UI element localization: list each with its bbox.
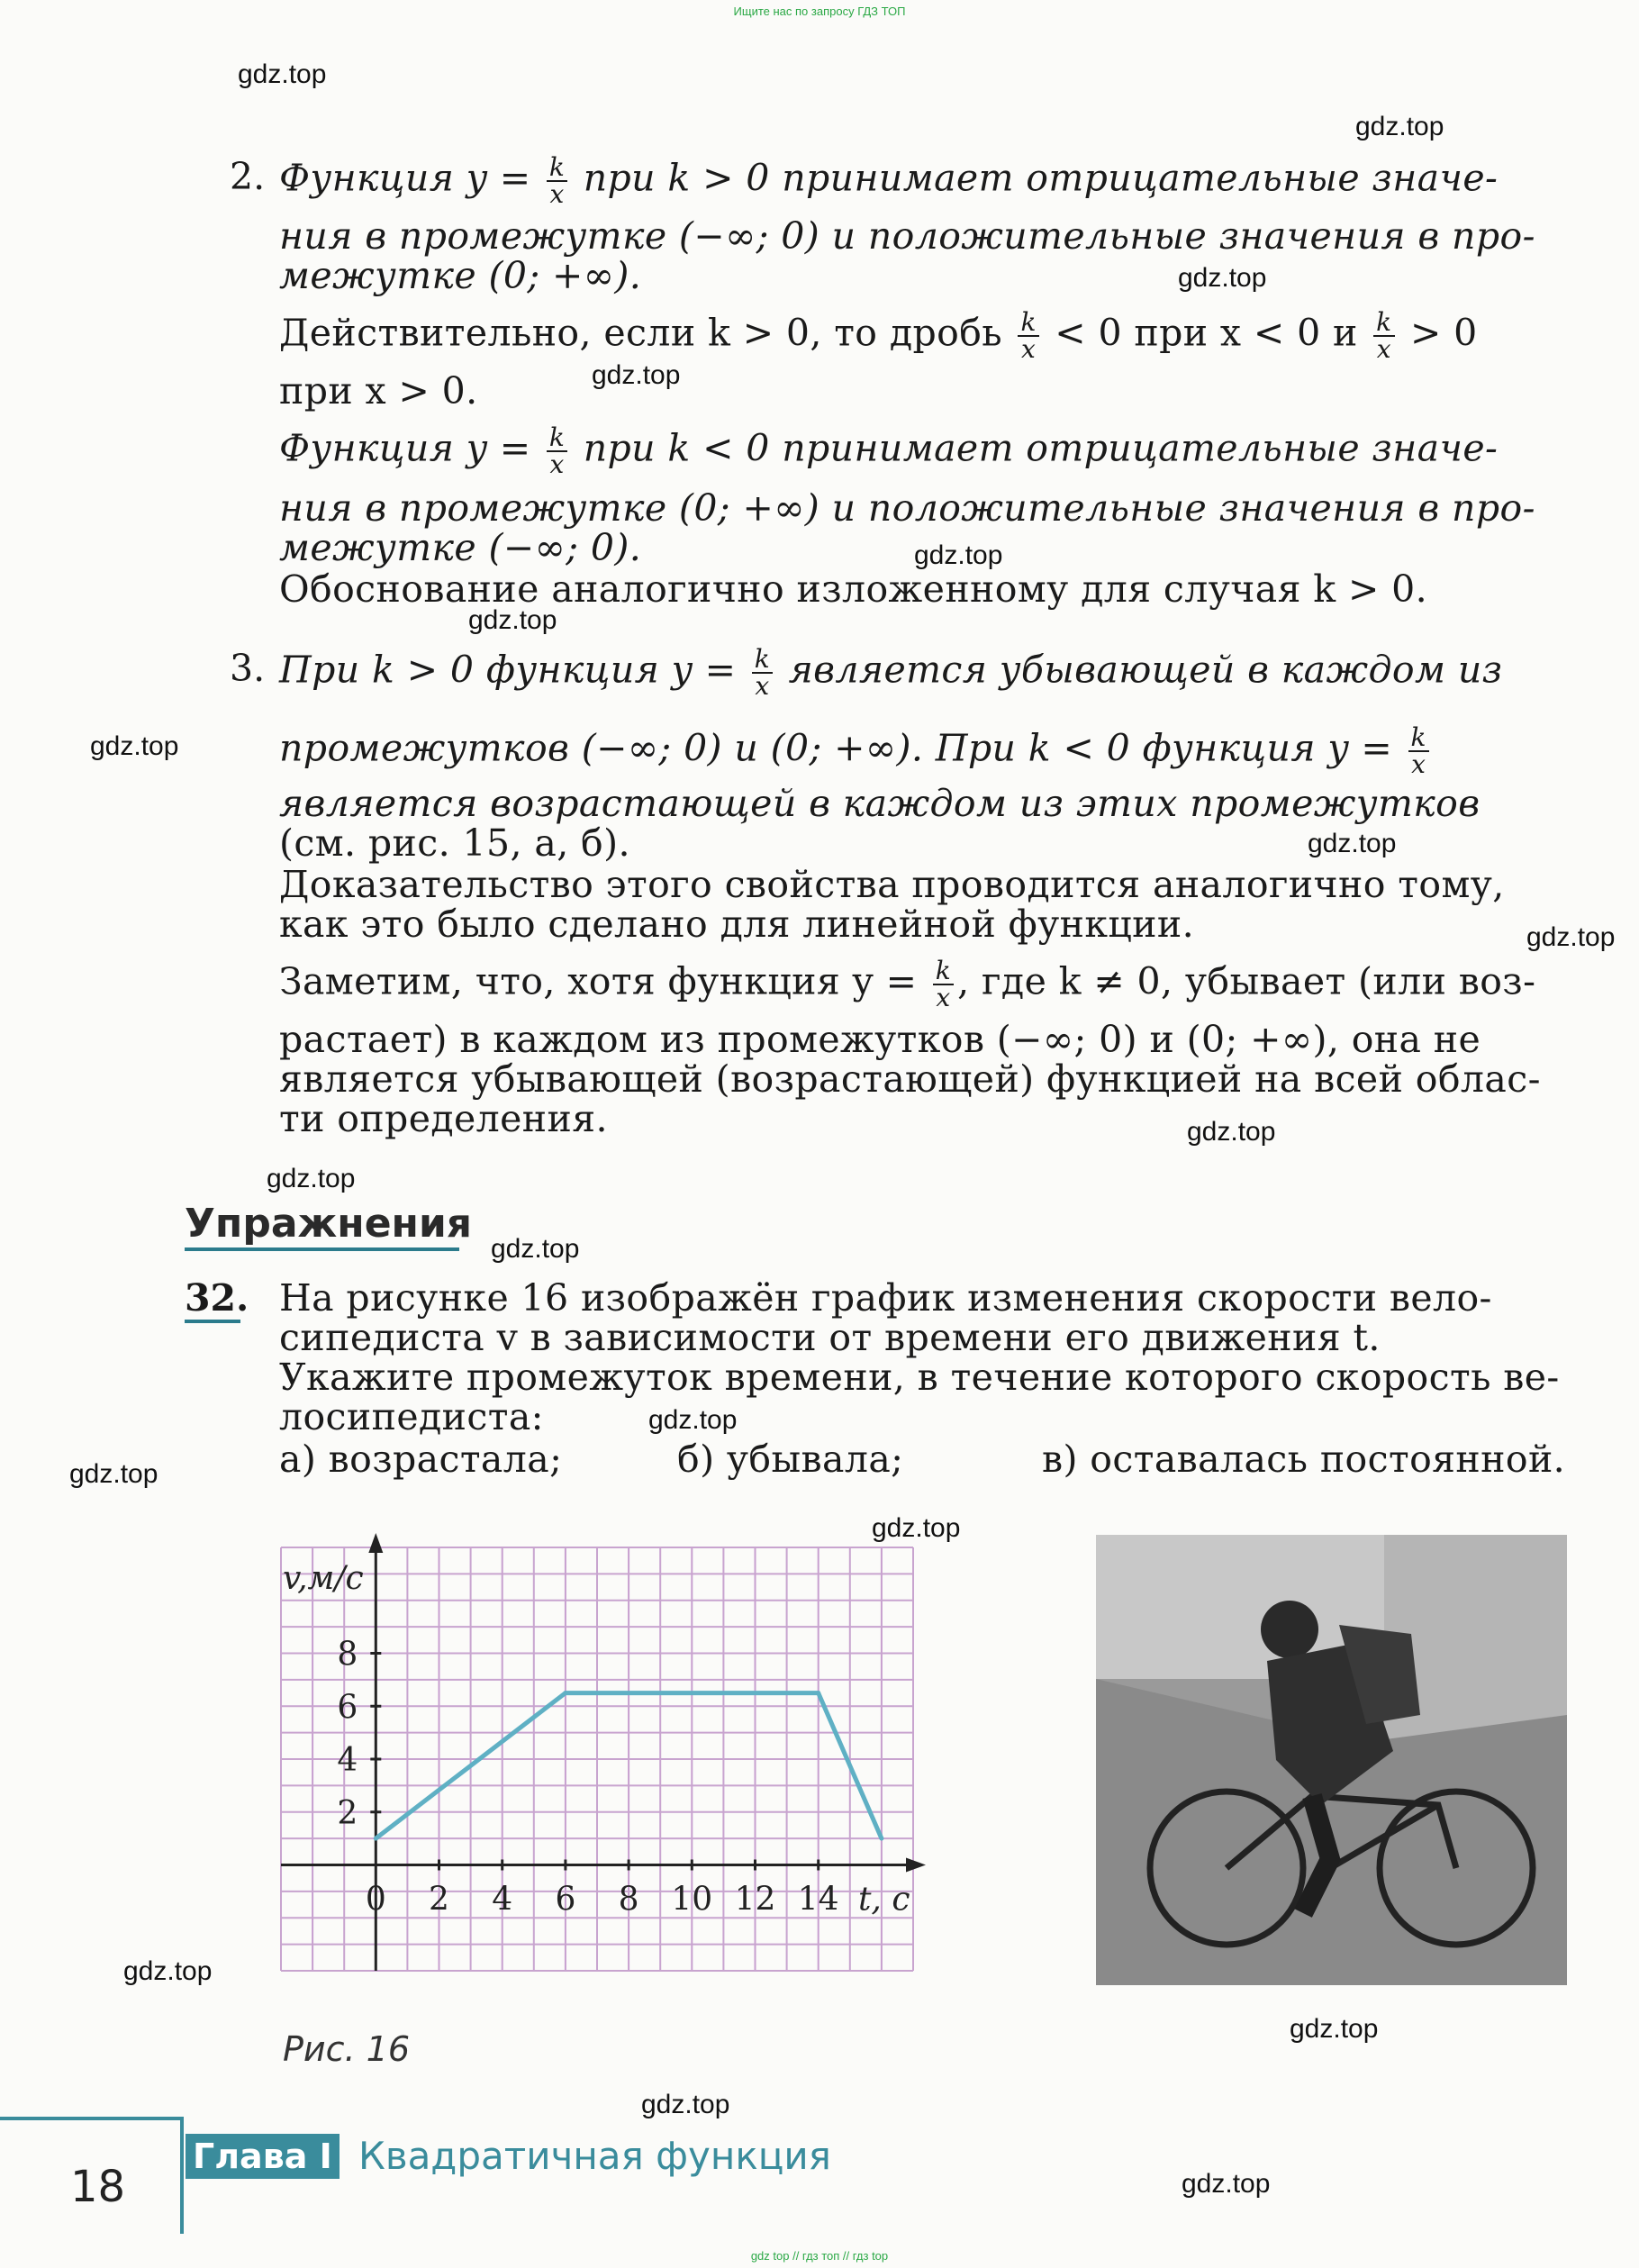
text: Функция <box>279 156 455 200</box>
text: является убывающей в каждом из <box>788 648 1503 692</box>
denominator: x <box>755 671 770 701</box>
numerator: k <box>1408 725 1429 752</box>
denominator: x <box>936 983 951 1012</box>
footer-rule <box>0 2117 184 2120</box>
denominator: x <box>1021 334 1037 364</box>
text: , где k ≠ 0, убывает (или воз- <box>957 959 1536 1003</box>
text: принимает отрицательные значе- <box>782 156 1499 200</box>
watermark: gdz.top <box>267 1164 356 1193</box>
denominator: x <box>549 179 565 209</box>
text-line: межутке (0; +∞). <box>279 254 642 297</box>
exercises-heading: Упражнения <box>185 1201 473 1247</box>
watermark: gdz.top <box>1178 263 1267 293</box>
numerator: k <box>752 647 773 674</box>
watermark: gdz.top <box>69 1459 158 1489</box>
text: < 0 при <box>1055 311 1209 355</box>
text-line: Обоснование аналогично изложенному для случая k > 0. <box>279 567 1428 611</box>
text-line: является возрастающей в каждом из этих промежутков <box>279 782 1481 825</box>
figure-caption: Рис. 16 <box>283 2029 411 2069</box>
watermark: gdz.top <box>914 540 1003 570</box>
x-tick-label: 8 <box>618 1881 639 1919</box>
text-line <box>279 644 1503 701</box>
text: Функция <box>279 426 455 470</box>
exercise-number: 32. <box>185 1276 249 1320</box>
watermark: gdz.top <box>238 59 327 89</box>
item-number: 3. <box>230 647 266 690</box>
x-tick-label: 0 <box>365 1881 386 1919</box>
text-line: сипедиста v в зависимости от времени его движения t. <box>279 1316 1381 1359</box>
fraction <box>547 152 567 209</box>
watermark: gdz.top <box>1526 922 1616 952</box>
x-tick-label: 2 <box>429 1881 449 1919</box>
text-line: ния в промежутке (−∞; 0) и положительные значения в про- <box>279 214 1535 258</box>
watermark: gdz.top <box>1290 2014 1379 2044</box>
x-tick-label: 10 <box>671 1881 713 1919</box>
y-axis-label: v,м/с <box>283 1560 364 1597</box>
numerator: k <box>547 155 567 182</box>
numerator: k <box>547 425 567 452</box>
y-axis-arrow <box>368 1533 383 1553</box>
watermark: gdz.top <box>1187 1117 1276 1147</box>
formula: k < 0 <box>667 426 770 470</box>
x-axis-label: t, с <box>857 1881 910 1919</box>
text-line: межутке (−∞; 0). <box>279 526 642 569</box>
fraction <box>547 422 567 479</box>
text-line <box>279 422 1499 479</box>
numerator: k <box>1018 310 1038 337</box>
text-line <box>279 958 1535 1011</box>
bottom-banner: gdz top // гдз топ // гдз top <box>750 2249 889 2263</box>
footer-divider <box>180 2117 184 2234</box>
exercise-number-underline <box>185 1320 240 1323</box>
denominator: x <box>1376 334 1391 364</box>
y-tick-label: 4 <box>337 1742 358 1779</box>
text-line <box>279 152 1499 209</box>
y-tick-label: 2 <box>337 1794 358 1832</box>
denominator: x <box>549 449 565 479</box>
text-line <box>279 307 1478 364</box>
formula: k > 0 <box>372 648 475 692</box>
text: Заметим, что, хотя функция <box>279 959 841 1003</box>
item-number: 2. <box>230 155 266 198</box>
data-point <box>816 1691 820 1695</box>
y-tick-label: 6 <box>337 1689 358 1727</box>
formula: y = <box>852 959 918 1003</box>
text-line <box>279 722 1433 779</box>
answer-option-c: в) оставалась постоянной. <box>1042 1438 1566 1481</box>
watermark: gdz.top <box>641 2090 730 2119</box>
formula: y = <box>1327 726 1393 770</box>
text-line: является убывающей (возрастающей) функцией на всей облас- <box>279 1057 1541 1101</box>
fraction <box>1373 307 1394 364</box>
text: принимает отрицательные значе- <box>782 426 1499 470</box>
numerator: k <box>933 958 954 985</box>
text-line: На рисунке 16 изображён график изменения скорости вело- <box>279 1276 1492 1320</box>
denominator: x <box>1411 749 1426 779</box>
text-line: Укажите промежуток времени, в течение которого скорость ве- <box>279 1356 1560 1399</box>
formula: y = <box>466 156 531 200</box>
answer-option-a: а) возрастала; <box>279 1438 563 1481</box>
text-line: ния в промежутке (0; +∞) и положительные значения в про- <box>279 486 1535 530</box>
formula: k < 0 <box>1028 726 1131 770</box>
text: функция <box>1142 726 1316 770</box>
fraction <box>752 644 773 701</box>
x-tick-label: 6 <box>555 1881 576 1919</box>
text: k > 0, то дробь <box>708 311 1003 355</box>
text: > 0 <box>1409 311 1478 355</box>
data-point <box>374 1837 378 1841</box>
data-point <box>563 1691 567 1695</box>
text-line: как это было сделано для линейной функции. <box>279 903 1195 946</box>
text-line: ти определения. <box>279 1097 608 1140</box>
fraction <box>1408 722 1429 779</box>
heading-underline <box>185 1247 459 1251</box>
x-axis-arrow <box>906 1858 926 1873</box>
watermark: gdz.top <box>592 360 681 390</box>
fraction <box>933 958 954 1011</box>
watermark: gdz.top <box>491 1234 580 1264</box>
x-tick-label: 14 <box>797 1881 839 1919</box>
cyclist-photo <box>1096 1535 1567 1985</box>
text-line: (см. рис. 15, а, б). <box>279 821 630 865</box>
watermark: gdz.top <box>1355 112 1444 141</box>
watermark: gdz.top <box>1308 829 1397 858</box>
text-line: при x > 0. <box>279 369 478 413</box>
y-tick-label: 8 <box>337 1636 358 1674</box>
answer-option-b: б) убывала; <box>677 1438 904 1481</box>
numerator: k <box>1373 310 1394 337</box>
formula: y = <box>671 648 737 692</box>
chapter-tag: Глава I <box>186 2134 340 2179</box>
text: промежутков (−∞; 0) и (0; +∞). При <box>279 726 1017 770</box>
text: Действительно, если <box>279 311 696 355</box>
velocity-chart <box>270 1531 937 2000</box>
x-tick-label: 12 <box>734 1881 776 1919</box>
text-line: растает) в каждом из промежутков (−∞; 0) и (0; +∞), она не <box>279 1018 1481 1061</box>
text: при <box>583 426 656 470</box>
text: x < 0 и <box>1219 311 1358 355</box>
text: при <box>583 156 656 200</box>
text-line: лосипедиста: <box>279 1395 544 1438</box>
data-point <box>879 1837 883 1841</box>
watermark: gdz.top <box>1182 2169 1271 2199</box>
watermark: gdz.top <box>90 731 179 761</box>
watermark: gdz.top <box>468 605 557 635</box>
text: функция <box>485 648 660 692</box>
watermark: gdz.top <box>872 1513 961 1543</box>
page-number: 18 <box>70 2162 126 2212</box>
text: При <box>279 648 360 692</box>
watermark: gdz.top <box>123 1956 213 1986</box>
chapter-title: Квадратичная функция <box>358 2134 831 2178</box>
formula: y = <box>466 426 531 470</box>
watermark: gdz.top <box>648 1405 738 1435</box>
formula: k > 0 <box>667 156 770 200</box>
top-banner: Ищите нас по запросу ГДЗ ТОП <box>733 5 906 18</box>
x-tick-label: 4 <box>492 1881 513 1919</box>
text-line: Доказательство этого свойства проводится аналогично тому, <box>279 863 1505 906</box>
fraction <box>1018 307 1038 364</box>
